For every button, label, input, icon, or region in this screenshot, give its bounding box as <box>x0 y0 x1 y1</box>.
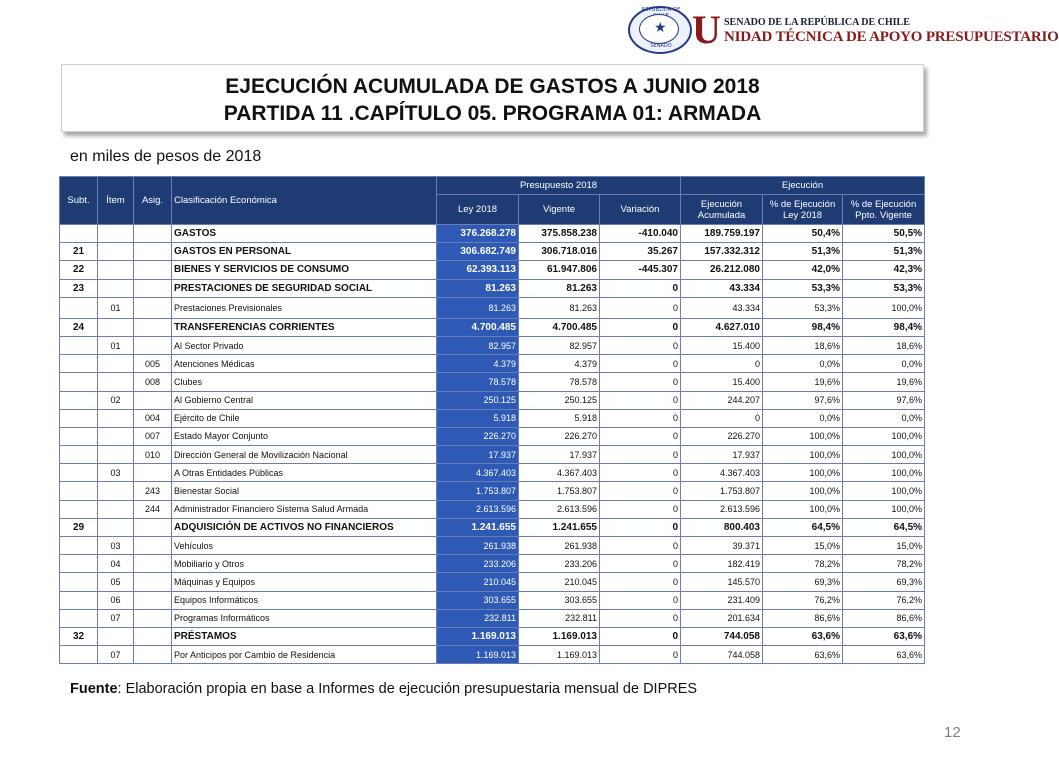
cell-pct-vigente: 100,0% <box>843 297 925 318</box>
cell-vigente: 78.578 <box>519 373 600 391</box>
cell-ejecucion: 17.937 <box>681 446 763 464</box>
cell-ley: 232.811 <box>437 609 519 627</box>
cell-ley: 303.655 <box>437 591 519 609</box>
cell-item: 07 <box>98 609 134 627</box>
cell-clasificacion: Al Gobierno Central <box>172 391 437 409</box>
cell-item: 04 <box>98 555 134 573</box>
cell-subt <box>60 297 98 318</box>
cell-ejecucion: 145.570 <box>681 573 763 591</box>
cell-pct-vigente: 86,6% <box>843 609 925 627</box>
cell-pct-ley: 100,0% <box>763 464 843 482</box>
cell-ejecucion: 157.332.312 <box>681 243 763 261</box>
cell-ejecucion: 4.627.010 <box>681 318 763 336</box>
table-body <box>60 225 925 664</box>
table-row <box>60 591 925 609</box>
cell-item: 03 <box>98 537 134 555</box>
cell-vigente: 232.811 <box>519 609 600 627</box>
cell-item <box>98 409 134 427</box>
cell-ejecucion: 2.613.596 <box>681 500 763 518</box>
cell-vigente: 306.718.016 <box>519 243 600 261</box>
cell-variacion: -445.307 <box>600 261 681 279</box>
cell-clasificacion: Dirección General de Movilización Nacional <box>172 446 437 464</box>
cell-variacion: 0 <box>600 446 681 464</box>
cell-pct-vigente: 19,6% <box>843 373 925 391</box>
cell-variacion: 0 <box>600 355 681 373</box>
table-row <box>60 537 925 555</box>
table-row <box>60 279 925 297</box>
table-row <box>60 500 925 518</box>
cell-ejecucion: 800.403 <box>681 518 763 536</box>
cell-ley: 5.918 <box>437 409 519 427</box>
cell-clasificacion: Administrador Financiero Sistema Salud Armada <box>172 500 437 518</box>
table-row <box>60 225 925 243</box>
cell-clasificacion: GASTOS EN PERSONAL <box>172 243 437 261</box>
cell-asig <box>134 537 172 555</box>
star-icon: ★ <box>654 20 667 36</box>
cell-asig <box>134 243 172 261</box>
cell-asig <box>134 591 172 609</box>
cell-item: 07 <box>98 646 134 664</box>
cell-clasificacion: Ejército de Chile <box>172 409 437 427</box>
cell-item <box>98 318 134 336</box>
cell-subt <box>60 336 98 354</box>
cell-ejecucion: 182.419 <box>681 555 763 573</box>
cell-pct-vigente: 78,2% <box>843 555 925 573</box>
cell-clasificacion: Vehículos <box>172 537 437 555</box>
cell-ejecucion: 226.270 <box>681 427 763 445</box>
page-title: EJECUCIÓN ACUMULADA DE GASTOS A JUNIO 2018 <box>225 75 760 98</box>
cell-ley: 4.367.403 <box>437 464 519 482</box>
cell-asig <box>134 518 172 536</box>
cell-pct-vigente: 42,3% <box>843 261 925 279</box>
cell-ejecucion: 744.058 <box>681 627 763 645</box>
cell-item <box>98 427 134 445</box>
cell-asig: 007 <box>134 427 172 445</box>
cell-ley: 17.937 <box>437 446 519 464</box>
cell-subt <box>60 409 98 427</box>
table-row <box>60 609 925 627</box>
col-clasificacion: Clasificación Económica <box>172 177 437 225</box>
cell-vigente: 81.263 <box>519 279 600 297</box>
cell-variacion: 0 <box>600 482 681 500</box>
logo-letter: U <box>692 7 721 52</box>
cell-asig: 008 <box>134 373 172 391</box>
cell-variacion: 0 <box>600 537 681 555</box>
cell-clasificacion: Bienestar Social <box>172 482 437 500</box>
table-row <box>60 243 925 261</box>
cell-vigente: 4.700.485 <box>519 318 600 336</box>
cell-variacion: 0 <box>600 318 681 336</box>
cell-vigente: 250.125 <box>519 391 600 409</box>
cell-pct-ley: 76,2% <box>763 591 843 609</box>
budget-table <box>59 176 925 664</box>
cell-vigente: 82.957 <box>519 336 600 354</box>
cell-ley: 4.379 <box>437 355 519 373</box>
cell-ley: 81.263 <box>437 279 519 297</box>
table-header <box>60 177 925 225</box>
cell-ley: 78.578 <box>437 373 519 391</box>
cell-asig <box>134 609 172 627</box>
cell-pct-ley: 19,6% <box>763 373 843 391</box>
cell-subt: 22 <box>60 261 98 279</box>
cell-pct-vigente: 100,0% <box>843 446 925 464</box>
units-label: en miles de pesos de 2018 <box>70 148 262 165</box>
col-ejecucion-acumulada: Ejecución Acumulada <box>681 195 763 225</box>
page-subtitle: PARTIDA 11 .CAPÍTULO 05. PROGRAMA 01: ARMADA <box>223 102 762 125</box>
table-row <box>60 391 925 409</box>
cell-item: 03 <box>98 464 134 482</box>
table-row <box>60 446 925 464</box>
cell-item: 01 <box>98 297 134 318</box>
table-row <box>60 427 925 445</box>
cell-pct-ley: 64,5% <box>763 518 843 536</box>
cell-asig <box>134 555 172 573</box>
table-row <box>60 373 925 391</box>
cell-ley: 210.045 <box>437 573 519 591</box>
source-note <box>70 681 697 697</box>
cell-item: 06 <box>98 591 134 609</box>
cell-variacion: 0 <box>600 627 681 645</box>
table-row <box>60 297 925 318</box>
cell-variacion: 0 <box>600 336 681 354</box>
table-row <box>60 336 925 354</box>
cell-vigente: 210.045 <box>519 573 600 591</box>
group-presupuesto: Presupuesto 2018 <box>437 177 681 195</box>
cell-variacion: 0 <box>600 297 681 318</box>
cell-ley: 226.270 <box>437 427 519 445</box>
cell-subt <box>60 591 98 609</box>
cell-item <box>98 482 134 500</box>
cell-subt <box>60 355 98 373</box>
cell-subt <box>60 464 98 482</box>
cell-variacion: 0 <box>600 518 681 536</box>
cell-pct-ley: 63,6% <box>763 646 843 664</box>
cell-asig <box>134 646 172 664</box>
table-row <box>60 482 925 500</box>
cell-clasificacion: BIENES Y SERVICIOS DE CONSUMO <box>172 261 437 279</box>
cell-pct-ley: 53,3% <box>763 279 843 297</box>
cell-pct-vigente: 76,2% <box>843 591 925 609</box>
cell-clasificacion: Atenciones Médicas <box>172 355 437 373</box>
cell-variacion: 0 <box>600 500 681 518</box>
cell-asig <box>134 297 172 318</box>
cell-item <box>98 279 134 297</box>
table-row <box>60 573 925 591</box>
cell-clasificacion: Estado Mayor Conjunto <box>172 427 437 445</box>
col-vigente: Vigente <box>519 195 600 225</box>
cell-pct-ley: 15,0% <box>763 537 843 555</box>
cell-subt <box>60 537 98 555</box>
cell-vigente: 61.947.806 <box>519 261 600 279</box>
cell-pct-vigente: 100,0% <box>843 482 925 500</box>
cell-pct-ley: 0,0% <box>763 355 843 373</box>
cell-subt <box>60 373 98 391</box>
cell-clasificacion: TRANSFERENCIAS CORRIENTES <box>172 318 437 336</box>
cell-subt <box>60 646 98 664</box>
table-row <box>60 355 925 373</box>
cell-item <box>98 225 134 243</box>
cell-ley: 261.938 <box>437 537 519 555</box>
cell-clasificacion: ADQUISICIÓN DE ACTIVOS NO FINANCIEROS <box>172 518 437 536</box>
cell-pct-ley: 100,0% <box>763 500 843 518</box>
cell-pct-ley: 50,4% <box>763 225 843 243</box>
cell-pct-vigente: 63,6% <box>843 646 925 664</box>
cell-ejecucion: 244.207 <box>681 391 763 409</box>
cell-ejecucion: 201.634 <box>681 609 763 627</box>
cell-clasificacion: PRÉSTAMOS <box>172 627 437 645</box>
cell-item <box>98 355 134 373</box>
cell-pct-vigente: 51,3% <box>843 243 925 261</box>
cell-vigente: 81.263 <box>519 297 600 318</box>
cell-asig: 010 <box>134 446 172 464</box>
cell-ejecucion: 15.400 <box>681 336 763 354</box>
cell-pct-ley: 100,0% <box>763 427 843 445</box>
cell-ejecucion: 26.212.080 <box>681 261 763 279</box>
cell-pct-vigente: 69,3% <box>843 573 925 591</box>
table-row <box>60 646 925 664</box>
cell-clasificacion: Al Sector Privado <box>172 336 437 354</box>
cell-pct-ley: 63,6% <box>763 627 843 645</box>
cell-vigente: 17.937 <box>519 446 600 464</box>
table-row <box>60 318 925 336</box>
cell-pct-vigente: 100,0% <box>843 464 925 482</box>
cell-variacion: 0 <box>600 555 681 573</box>
cell-vigente: 261.938 <box>519 537 600 555</box>
cell-pct-vigente: 63,6% <box>843 627 925 645</box>
cell-vigente: 1.753.807 <box>519 482 600 500</box>
cell-pct-vigente: 53,3% <box>843 279 925 297</box>
cell-vigente: 4.379 <box>519 355 600 373</box>
col-pct-ley: % de Ejecución Ley 2018 <box>763 195 843 225</box>
cell-ejecucion: 231.409 <box>681 591 763 609</box>
cell-clasificacion: A Otras Entidades Públicas <box>172 464 437 482</box>
cell-asig <box>134 464 172 482</box>
cell-pct-vigente: 97,6% <box>843 391 925 409</box>
col-item: Ítem <box>98 177 134 225</box>
cell-ley: 62.393.113 <box>437 261 519 279</box>
cell-vigente: 2.613.596 <box>519 500 600 518</box>
cell-pct-ley: 42,0% <box>763 261 843 279</box>
cell-subt <box>60 391 98 409</box>
logo-senate-name: SENADO DE LA REPÚBLICA DE CHILE <box>724 17 910 28</box>
cell-ejecucion: 15.400 <box>681 373 763 391</box>
cell-subt <box>60 500 98 518</box>
senate-seal-icon <box>628 6 692 54</box>
cell-ejecucion: 4.367.403 <box>681 464 763 482</box>
cell-item <box>98 373 134 391</box>
cell-clasificacion: Prestaciones Previsionales <box>172 297 437 318</box>
cell-clasificacion: GASTOS <box>172 225 437 243</box>
cell-subt: 29 <box>60 518 98 536</box>
cell-pct-ley: 0,0% <box>763 409 843 427</box>
cell-ley: 1.241.655 <box>437 518 519 536</box>
cell-asig: 244 <box>134 500 172 518</box>
cell-clasificacion: Mobiliario y Otros <box>172 555 437 573</box>
cell-ejecucion: 43.334 <box>681 297 763 318</box>
cell-pct-vigente: 50,5% <box>843 225 925 243</box>
cell-vigente: 4.367.403 <box>519 464 600 482</box>
cell-vigente: 5.918 <box>519 409 600 427</box>
cell-item <box>98 627 134 645</box>
cell-subt <box>60 446 98 464</box>
table-row <box>60 627 925 645</box>
col-ley: Ley 2018 <box>437 195 519 225</box>
cell-ley: 306.682.749 <box>437 243 519 261</box>
cell-item <box>98 518 134 536</box>
cell-subt <box>60 573 98 591</box>
cell-vigente: 1.169.013 <box>519 627 600 645</box>
cell-clasificacion: Máquinas y Equipos <box>172 573 437 591</box>
cell-pct-ley: 86,6% <box>763 609 843 627</box>
cell-item <box>98 500 134 518</box>
cell-item <box>98 446 134 464</box>
cell-pct-vigente: 15,0% <box>843 537 925 555</box>
cell-clasificacion: Programas Informáticos <box>172 609 437 627</box>
cell-variacion: 0 <box>600 591 681 609</box>
cell-variacion: 0 <box>600 464 681 482</box>
cell-vigente: 1.241.655 <box>519 518 600 536</box>
cell-ley: 2.613.596 <box>437 500 519 518</box>
cell-asig <box>134 225 172 243</box>
cell-pct-vigente: 0,0% <box>843 355 925 373</box>
cell-ley: 1.169.013 <box>437 627 519 645</box>
cell-subt: 24 <box>60 318 98 336</box>
cell-subt: 32 <box>60 627 98 645</box>
cell-item <box>98 261 134 279</box>
cell-subt <box>60 609 98 627</box>
cell-asig: 005 <box>134 355 172 373</box>
cell-ley: 1.753.807 <box>437 482 519 500</box>
cell-pct-ley: 78,2% <box>763 555 843 573</box>
cell-pct-ley: 100,0% <box>763 446 843 464</box>
cell-ejecucion: 189.759.197 <box>681 225 763 243</box>
cell-asig: 243 <box>134 482 172 500</box>
cell-pct-ley: 18,6% <box>763 336 843 354</box>
group-ejecucion: Ejecución <box>681 177 925 195</box>
source-label: Fuente <box>70 681 118 697</box>
cell-pct-ley: 51,3% <box>763 243 843 261</box>
cell-variacion: 35.267 <box>600 243 681 261</box>
col-subt: Subt. <box>60 177 98 225</box>
cell-subt <box>60 482 98 500</box>
cell-ley: 376.268.278 <box>437 225 519 243</box>
cell-pct-ley: 53,3% <box>763 297 843 318</box>
cell-ejecucion: 0 <box>681 355 763 373</box>
source-text: : Elaboración propia en base a Informes de ejecución presupuestaria mensual de DIPRES <box>117 681 698 697</box>
cell-pct-vigente: 100,0% <box>843 427 925 445</box>
cell-asig: 004 <box>134 409 172 427</box>
cell-asig <box>134 279 172 297</box>
cell-variacion: 0 <box>600 373 681 391</box>
cell-variacion: 0 <box>600 409 681 427</box>
cell-pct-ley: 97,6% <box>763 391 843 409</box>
cell-pct-vigente: 100,0% <box>843 500 925 518</box>
cell-item: 02 <box>98 391 134 409</box>
cell-variacion: 0 <box>600 391 681 409</box>
cell-variacion: -410.040 <box>600 225 681 243</box>
cell-variacion: 0 <box>600 279 681 297</box>
cell-clasificacion: Equipos Informáticos <box>172 591 437 609</box>
cell-asig <box>134 261 172 279</box>
cell-asig <box>134 627 172 645</box>
table-row <box>60 464 925 482</box>
cell-item: 01 <box>98 336 134 354</box>
cell-pct-vigente: 0,0% <box>843 409 925 427</box>
cell-ejecucion: 1.753.807 <box>681 482 763 500</box>
cell-item: 05 <box>98 573 134 591</box>
cell-pct-vigente: 64,5% <box>843 518 925 536</box>
cell-asig <box>134 336 172 354</box>
cell-pct-ley: 100,0% <box>763 482 843 500</box>
cell-subt <box>60 427 98 445</box>
table-row <box>60 261 925 279</box>
col-pct-vigente: % de Ejecución Ppto. Vigente <box>843 195 925 225</box>
page-number: 12 <box>944 724 961 741</box>
table-row <box>60 518 925 536</box>
cell-clasificacion: PRESTACIONES DE SEGURIDAD SOCIAL <box>172 279 437 297</box>
col-asig: Asig. <box>134 177 172 225</box>
cell-ley: 4.700.485 <box>437 318 519 336</box>
cell-ley: 233.206 <box>437 555 519 573</box>
cell-ejecucion: 43.334 <box>681 279 763 297</box>
cell-variacion: 0 <box>600 573 681 591</box>
cell-ley: 1.169.013 <box>437 646 519 664</box>
seal-bottom-text: SENADO <box>650 43 672 49</box>
cell-asig <box>134 318 172 336</box>
cell-subt <box>60 225 98 243</box>
cell-pct-vigente: 98,4% <box>843 318 925 336</box>
cell-vigente: 1.169.013 <box>519 646 600 664</box>
cell-variacion: 0 <box>600 427 681 445</box>
cell-ejecucion: 39.371 <box>681 537 763 555</box>
cell-item <box>98 243 134 261</box>
cell-asig <box>134 573 172 591</box>
cell-ejecucion: 0 <box>681 409 763 427</box>
table-row <box>60 555 925 573</box>
cell-subt: 23 <box>60 279 98 297</box>
seal-top-text: REPÚBLICA DE <box>641 7 681 13</box>
cell-subt: 21 <box>60 243 98 261</box>
cell-pct-ley: 98,4% <box>763 318 843 336</box>
col-variacion: Variación <box>600 195 681 225</box>
cell-clasificacion: Por Anticipos por Cambio de Residencia <box>172 646 437 664</box>
cell-ejecucion: 744.058 <box>681 646 763 664</box>
cell-pct-vigente: 18,6% <box>843 336 925 354</box>
cell-vigente: 233.206 <box>519 555 600 573</box>
cell-pct-ley: 69,3% <box>763 573 843 591</box>
cell-asig <box>134 391 172 409</box>
senate-logo <box>628 6 1059 56</box>
title-box <box>61 64 924 132</box>
logo-unit-name: NIDAD TÉCNICA DE APOYO PRESUPUESTARIO <box>724 29 1059 45</box>
cell-ley: 81.263 <box>437 297 519 318</box>
cell-vigente: 226.270 <box>519 427 600 445</box>
cell-variacion: 0 <box>600 646 681 664</box>
cell-subt <box>60 555 98 573</box>
cell-clasificacion: Clubes <box>172 373 437 391</box>
cell-ley: 250.125 <box>437 391 519 409</box>
table-row <box>60 409 925 427</box>
cell-variacion: 0 <box>600 609 681 627</box>
cell-vigente: 303.655 <box>519 591 600 609</box>
cell-ley: 82.957 <box>437 336 519 354</box>
cell-vigente: 375.858.238 <box>519 225 600 243</box>
